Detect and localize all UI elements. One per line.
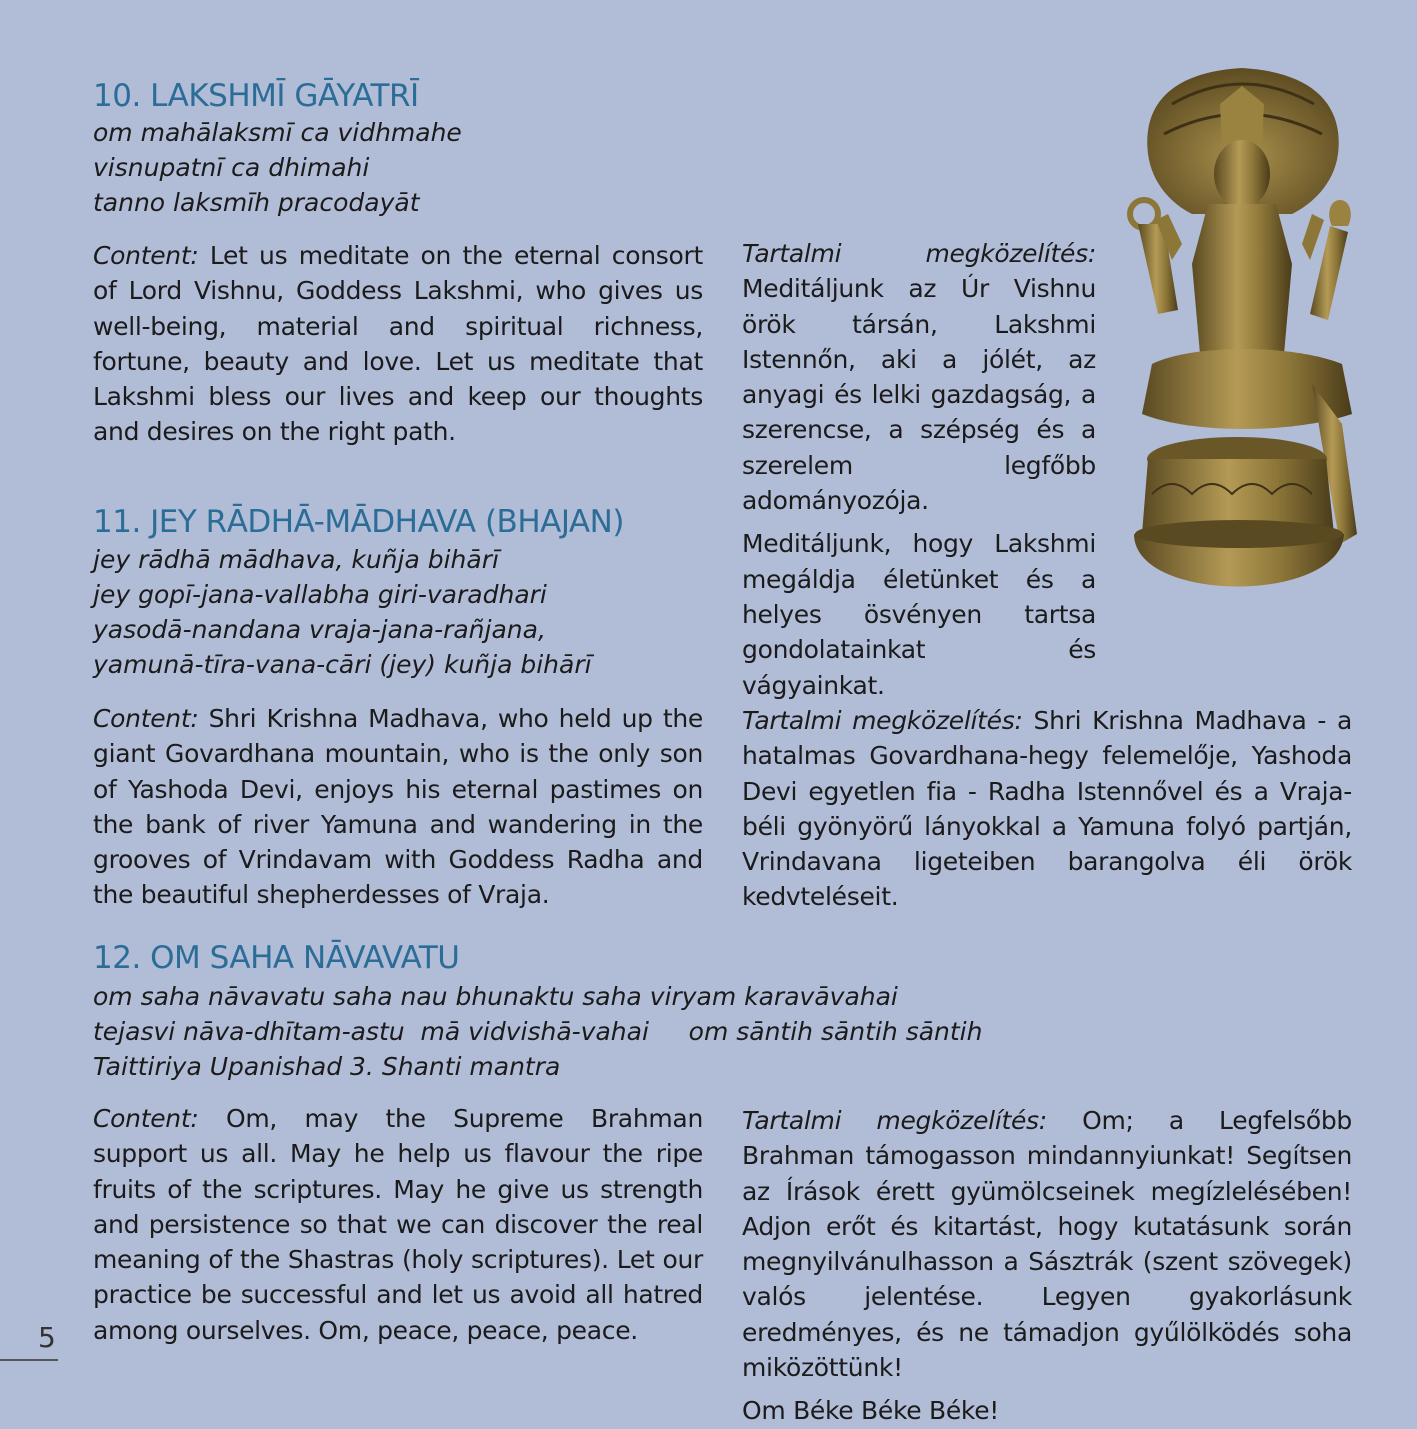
content-en-radha: [93, 701, 703, 913]
page-number: 5: [38, 1321, 56, 1354]
mantra-lakshmi-gayatri: [93, 115, 462, 220]
hu-label: Tartalmi megközelítés:: [742, 1106, 1047, 1135]
content-en-om-saha: [93, 1101, 703, 1348]
mantra-source: Taittiriya Upanishad 3. Shanti mantra: [93, 1052, 561, 1081]
content-label: Content:: [93, 704, 199, 733]
section-heading-lakshmi-gayatri: 10. LAKSHMĪ GĀYATRĪ: [93, 78, 419, 114]
content-label: Content:: [93, 1104, 199, 1133]
hu-label: Tartalmi megközelítés:: [742, 706, 1023, 735]
content-hu-lakshmi: [742, 236, 1096, 703]
mantra-line: tanno laksmīh pracodayāt: [93, 188, 420, 217]
mantra-line: om saha nāvavatu saha nau bhunaktu saha viryam karavāvahai: [93, 982, 898, 1011]
mantra-line: yamunā-tīra-vana-cāri (jey) kuñja bihārī: [93, 650, 592, 679]
hu-text: Shri Krishna Madhava - a hatalmas Govardhana-hegy felemelője, Yashoda Devi egyetlen fia - Radha Istennővel és a Vraja-béli gyönyörű lányokkal a Yamuna folyó partján, Vrindavana ligeteiben barangolva éli örök kedvteléseit.: [742, 706, 1352, 912]
content-text: Om, may the Supreme Brahman support us all. May he help us flavour the ripe fruits of the scriptures. May he give us strength and persistence so that we can discover the real meaning of the Shastras (holy scriptures). Let our practice be successful and let us avoid all hatred among ourselves. Om, peace, peace, peace.: [93, 1104, 703, 1345]
hu-text: Meditáljunk az Úr Vishnu örök társán, Lakshmi Istennőn, aki a jólét, az anyagi és lelki gazdagság, a szerencse, a szépség és a szerelem legfőbb adományozója.: [742, 274, 1096, 516]
mantra-line: yasodā-nandana vraja-jana-rañjana,: [93, 615, 546, 644]
hu-text-2: Om Béke Béke Béke!: [742, 1396, 999, 1426]
content-text: Shri Krishna Madhava, who held up the giant Govardhana mountain, who is the only son of Yashoda Devi, enjoys his eternal pastimes on the bank of river Yamuna and wandering in the grooves of Vrindavam with Goddess Radha and the beautiful shepherdesses of Vraja.: [93, 704, 703, 910]
hu-text: Om; a Legfelsőbb Brahman támogasson mindannyiunkat! Segítsen az Írások érett gyümölcseinek megízlelésében! Adjon erőt és kitartást, hogy kutatásunk során megnyilvánulhasson a Sásztrák (szent szövegek) valós jelentése. Legyen gyakorlásunk eredményes, és ne támadjon gyűlölködés soha miközöttünk!: [742, 1106, 1352, 1383]
hu-text-2: Meditáljunk, hogy Lakshmi megáldja életünket és a helyes ösvényen tartsa gondolatainkat és vágyainkat.: [742, 529, 1096, 700]
section-heading-jey-radha-madhava: 11. JEY RĀDHĀ-MĀDHAVA (BHAJAN): [93, 504, 624, 540]
mantra-line: jey rādhā mādhava, kuñja bihārī: [93, 545, 499, 574]
mantra-jey-radha-madhava: [93, 542, 592, 682]
content-text: Let us meditate on the eternal consort of Lord Vishnu, Goddess Lakshmi, who gives us well-being, material and spiritual richness, fortune, beauty and love. Let us meditate that Lakshmi bless our lives and keep our thoughts and desires on the right path.: [93, 241, 703, 447]
content-en-lakshmi: [93, 238, 703, 450]
mantra-line: jey gopī-jana-vallabha giri-varadhari: [93, 580, 547, 609]
content-label: Content:: [93, 241, 199, 270]
mantra-line: tejasvi nāva-dhītam-astu mā vidvishā-vahai om sāntih sāntih sāntih: [93, 1017, 983, 1046]
content-hu-om-saha: [742, 1103, 1352, 1429]
page-number-rule: [0, 1359, 58, 1361]
statue-icon: [1112, 64, 1374, 616]
hu-label: Tartalmi megközelítés:: [742, 239, 1096, 268]
mantra-line: om mahālaksmī ca vidhmahe: [93, 118, 462, 147]
section-heading-om-saha-navavatu: 12. OM SAHA NĀVAVATU: [93, 940, 460, 976]
content-hu-radha: [742, 703, 1352, 915]
mantra-line: visnupatnī ca dhimahi: [93, 153, 370, 182]
mantra-om-saha-navavatu: [93, 979, 982, 1084]
lakshmi-statue-image: [1112, 64, 1374, 616]
